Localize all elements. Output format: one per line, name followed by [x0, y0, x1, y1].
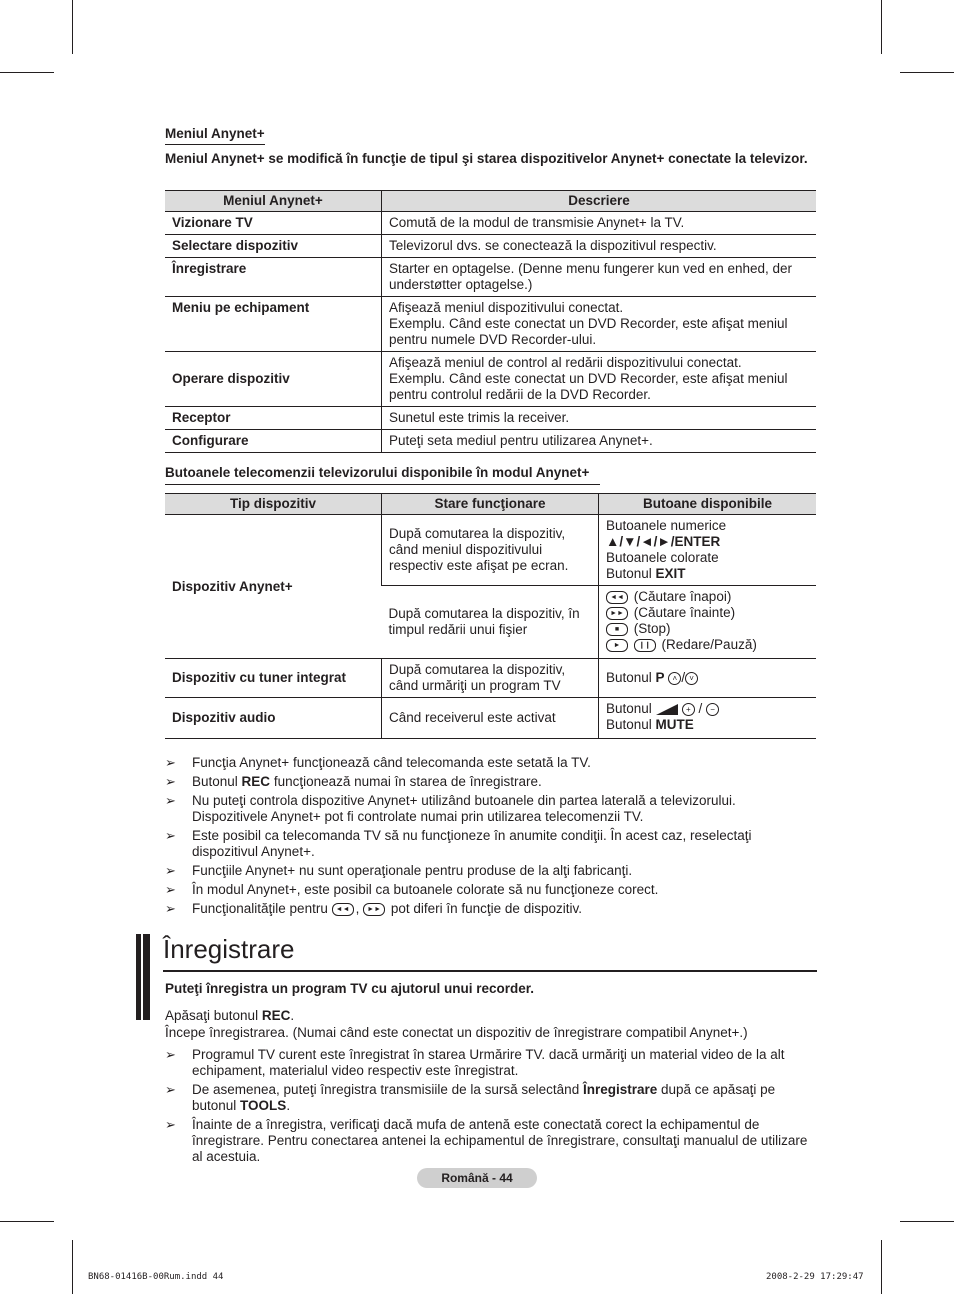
- buttons-line: [606, 637, 809, 653]
- crop-mark: [900, 1221, 954, 1222]
- channel-up-icon: ˄: [668, 672, 681, 685]
- note-text: pot diferi în funcţie de dispozitiv.: [387, 901, 582, 916]
- note-text: În modul Anynet+, este posibil ca butoanele colorate să nu funcţioneze corect.: [192, 882, 659, 897]
- menu-desc: [382, 352, 817, 407]
- note-text: Este posibil ca telecomanda TV să nu funcţioneze în anumite condiţii. În acest caz, reselectaţi dispozitivul Anynet+.: [192, 828, 752, 859]
- fast-forward-icon: ►►: [363, 903, 385, 916]
- crop-mark: [72, 0, 73, 54]
- buttons-line: Butoanele colorate: [606, 550, 719, 565]
- buttons-line: [606, 566, 809, 582]
- note-item: [165, 1082, 815, 1114]
- buttons-text: (Redare/Pauză): [661, 637, 757, 652]
- buttons-line: Butonul + / −: [606, 701, 809, 717]
- heading-bar: [136, 934, 141, 1020]
- table-row: [165, 430, 816, 453]
- buttons-section-title: Butoanele telecomenzii televizorului disponibile în modul Anynet+: [165, 465, 600, 485]
- device-type: Dispozitiv cu tuner integrat: [165, 659, 382, 698]
- recording-title: Înregistrare: [163, 934, 295, 964]
- table-header: Meniul Anynet+: [165, 191, 382, 212]
- arrow-icon: ➢: [165, 1082, 176, 1097]
- crop-mark: [0, 1221, 54, 1222]
- note-item: [165, 882, 815, 898]
- heading-bar: [143, 934, 150, 1020]
- note-item: [165, 755, 815, 771]
- note-text: Programul TV curent este înregistrat în starea Urmărire TV. dacă urmăriţi un material video de la alt echipament, materialul video respectiv este înregistrat.: [192, 1047, 785, 1078]
- arrow-icon: ➢: [165, 755, 176, 770]
- operating-state: Când receiverul este activat: [382, 698, 599, 739]
- note-text: Înainte de a înregistra, verificaţi dacă mufa de antenă este conectată corect la echipamentul de înregistrare. Pentru conectarea antenei la echipamentul de înregistrare, consultaţi manualul de utilizare al acestuia.: [192, 1117, 808, 1164]
- arrow-icon: ➢: [165, 863, 176, 878]
- fast-forward-icon: ►►: [606, 607, 628, 620]
- table-header: Tip dispozitiv: [165, 494, 382, 515]
- anynet-menu-table: [165, 190, 816, 453]
- menu-desc: Puteţi seta mediul pentru utilizarea Anynet+.: [382, 430, 817, 453]
- section-title: Meniul Anynet+: [165, 126, 265, 145]
- rewind-icon: ◄◄: [332, 903, 354, 916]
- buttons-text: Butonul: [606, 670, 656, 685]
- note-text: Funcţionalităţile pentru: [192, 901, 332, 916]
- note-bold: Înregistrare: [582, 1082, 658, 1097]
- table-row: [165, 235, 816, 258]
- menu-name: Operare dispozitiv: [165, 352, 382, 407]
- buttons-text: Butonul: [606, 717, 656, 732]
- buttons-text: (Căutare înapoi): [633, 589, 732, 604]
- arrow-icon: ➢: [165, 901, 176, 916]
- buttons-line: [606, 589, 809, 605]
- note-text: după ce apăsaţi pe butonul: [192, 1082, 776, 1113]
- available-buttons: [599, 698, 817, 739]
- table-row: [165, 352, 816, 407]
- menu-desc: Sunetul este trimis la receiver.: [382, 407, 817, 430]
- volume-icon: [656, 704, 678, 715]
- arrow-icon: ➢: [165, 793, 176, 808]
- table-header: Stare funcţionare: [382, 494, 599, 515]
- buttons-text: (Stop): [633, 621, 671, 636]
- buttons-line: Butoanele numerice: [606, 518, 727, 533]
- note-text: .: [286, 1098, 291, 1113]
- menu-name: Receptor: [165, 407, 382, 430]
- rec-label: REC: [261, 1008, 291, 1023]
- crop-mark: [0, 72, 54, 73]
- notes-list: [165, 755, 815, 920]
- crop-mark: [881, 1240, 882, 1294]
- menu-name: Configurare: [165, 430, 382, 453]
- desc-line: Afişează meniul de control al redării dispozitivului conectat.: [389, 355, 742, 370]
- body-text: .: [290, 1008, 295, 1023]
- arrow-icon: ➢: [165, 1047, 176, 1062]
- table-header: Butoane disponibile: [599, 494, 817, 515]
- remote-buttons-table: [165, 493, 816, 739]
- crop-mark: [72, 1240, 73, 1294]
- pause-icon: ❙❙: [634, 639, 656, 652]
- buttons-line: [606, 621, 809, 637]
- desc-line: Exemplu. Când este conectat un DVD Recorder, este afişat meniul pentru controlul redării de la DVD Recorder.: [389, 371, 788, 402]
- heading-rule: [163, 970, 817, 972]
- table-row: [165, 659, 816, 698]
- rewind-icon: ◄◄: [606, 591, 628, 604]
- note-item: [165, 774, 815, 790]
- arrow-icon: ➢: [165, 1117, 176, 1132]
- body-text: Apăsaţi butonul: [165, 1008, 262, 1023]
- buttons-line: [606, 717, 809, 733]
- note-item: [165, 863, 815, 879]
- crop-mark: [900, 72, 954, 73]
- stop-icon: ■: [606, 623, 628, 636]
- buttons-text: Butonul: [606, 566, 656, 581]
- intro-text: Meniul Anynet+ se modifică în funcţie de tipul şi starea dispozitivelor Anynet+ conectate la televizor.: [165, 151, 808, 166]
- table-row: [165, 258, 816, 297]
- file-info: BN68-01416B-00Rum.indd 44: [88, 1272, 224, 1282]
- note-bold: TOOLS: [240, 1098, 287, 1113]
- arrow-icon: ➢: [165, 774, 176, 789]
- play-icon: ►: [606, 639, 628, 652]
- exit-label: EXIT: [655, 566, 686, 581]
- page-number-badge: Română - 44: [417, 1168, 537, 1188]
- table-row: [165, 212, 816, 235]
- recording-starts: Începe înregistrarea. (Numai când este conectat un dispozitiv de înregistrare compatibil Anynet+.): [165, 1025, 748, 1040]
- buttons-line: [606, 605, 809, 621]
- menu-desc: Televizorul dvs. se conectează la dispozitivul respectiv.: [382, 235, 817, 258]
- available-buttons: Butonul P ˄ / ˅: [599, 659, 817, 698]
- table-row: [165, 297, 816, 352]
- p-label: P: [655, 670, 665, 685]
- available-buttons: [599, 515, 817, 586]
- available-buttons: [599, 586, 817, 659]
- buttons-text: Butonul: [606, 701, 652, 716]
- menu-name: Selectare dispozitiv: [165, 235, 382, 258]
- note-item: ➢ Funcţionalităţile pentru ◄◄ , ►► pot diferi în funcţie de dispozitiv.: [165, 901, 582, 916]
- operating-state: După comutarea la dispozitiv, când urmăriţi un program TV: [382, 659, 599, 698]
- recording-lead: Puteţi înregistra un program TV cu ajutorul unui recorder.: [165, 981, 535, 996]
- channel-down-icon: ˅: [685, 672, 698, 685]
- note-text: Funcţiile Anynet+ nu sunt operaţionale pentru produse de la alţi fabricanţi.: [192, 863, 633, 878]
- note-text: De asemenea, puteţi înregistra transmisiile de la sursă selectând: [192, 1082, 583, 1097]
- device-type: Dispozitiv audio: [165, 698, 382, 739]
- note-text: Butonul: [192, 774, 242, 789]
- note-text: Nu puteţi controla dispozitive Anynet+ utilizând butoanele din partea laterală a televizorului. Dispozitivele Anynet+ pot fi controlate numai prin utilizarea telecomenzii TV.: [192, 793, 736, 824]
- desc-line: Exemplu. Când este conectat un DVD Recorder, este afişat meniul pentru numele DVD Recorder-ului.: [389, 316, 788, 347]
- menu-name: Vizionare TV: [165, 212, 382, 235]
- note-bold: REC: [241, 774, 271, 789]
- note-item: [165, 1047, 815, 1079]
- menu-desc: [382, 297, 817, 352]
- device-type: Dispozitiv Anynet+: [165, 515, 382, 659]
- print-timestamp: 2008-2-29 17:29:47: [766, 1272, 864, 1282]
- press-rec-text: [165, 1008, 815, 1024]
- menu-name: Meniu pe echipament: [165, 297, 382, 352]
- volume-down-icon: −: [706, 703, 719, 716]
- table-row: [165, 515, 816, 586]
- note-text: funcţionează numai în starea de înregistrare.: [270, 774, 542, 789]
- buttons-text: (Căutare înainte): [633, 605, 736, 620]
- operating-state: După comutarea la dispozitiv, când meniul dispozitivului respectiv este afişat pe ecran.: [382, 515, 599, 586]
- recording-notes: [165, 1047, 815, 1168]
- menu-desc: Comută de la modul de transmisie Anynet+ la TV.: [382, 212, 817, 235]
- buttons-line: ▲/▼/◄/►/ENTER: [606, 534, 721, 549]
- note-item: [165, 828, 815, 860]
- note-item: [165, 793, 815, 825]
- table-header: Descriere: [382, 191, 817, 212]
- table-row: [165, 407, 816, 430]
- operating-state: După comutarea la dispozitiv, în timpul redării unui fişier: [382, 586, 599, 659]
- desc-line: Afişează meniul dispozitivului conectat.: [389, 300, 624, 315]
- arrow-icon: ➢: [165, 882, 176, 897]
- crop-mark: [881, 0, 882, 54]
- arrow-icon: ➢: [165, 828, 176, 843]
- volume-up-icon: +: [682, 703, 695, 716]
- note-item: [165, 1117, 815, 1165]
- mute-label: MUTE: [655, 717, 694, 732]
- note-text: Funcţia Anynet+ funcţionează când telecomanda este setată la TV.: [192, 755, 591, 770]
- table-row: [165, 698, 816, 739]
- menu-name: Înregistrare: [165, 258, 382, 297]
- menu-desc: Starter en optagelse. (Denne menu fungerer kun ved en enhed, der understøtter optagelse.): [382, 258, 817, 297]
